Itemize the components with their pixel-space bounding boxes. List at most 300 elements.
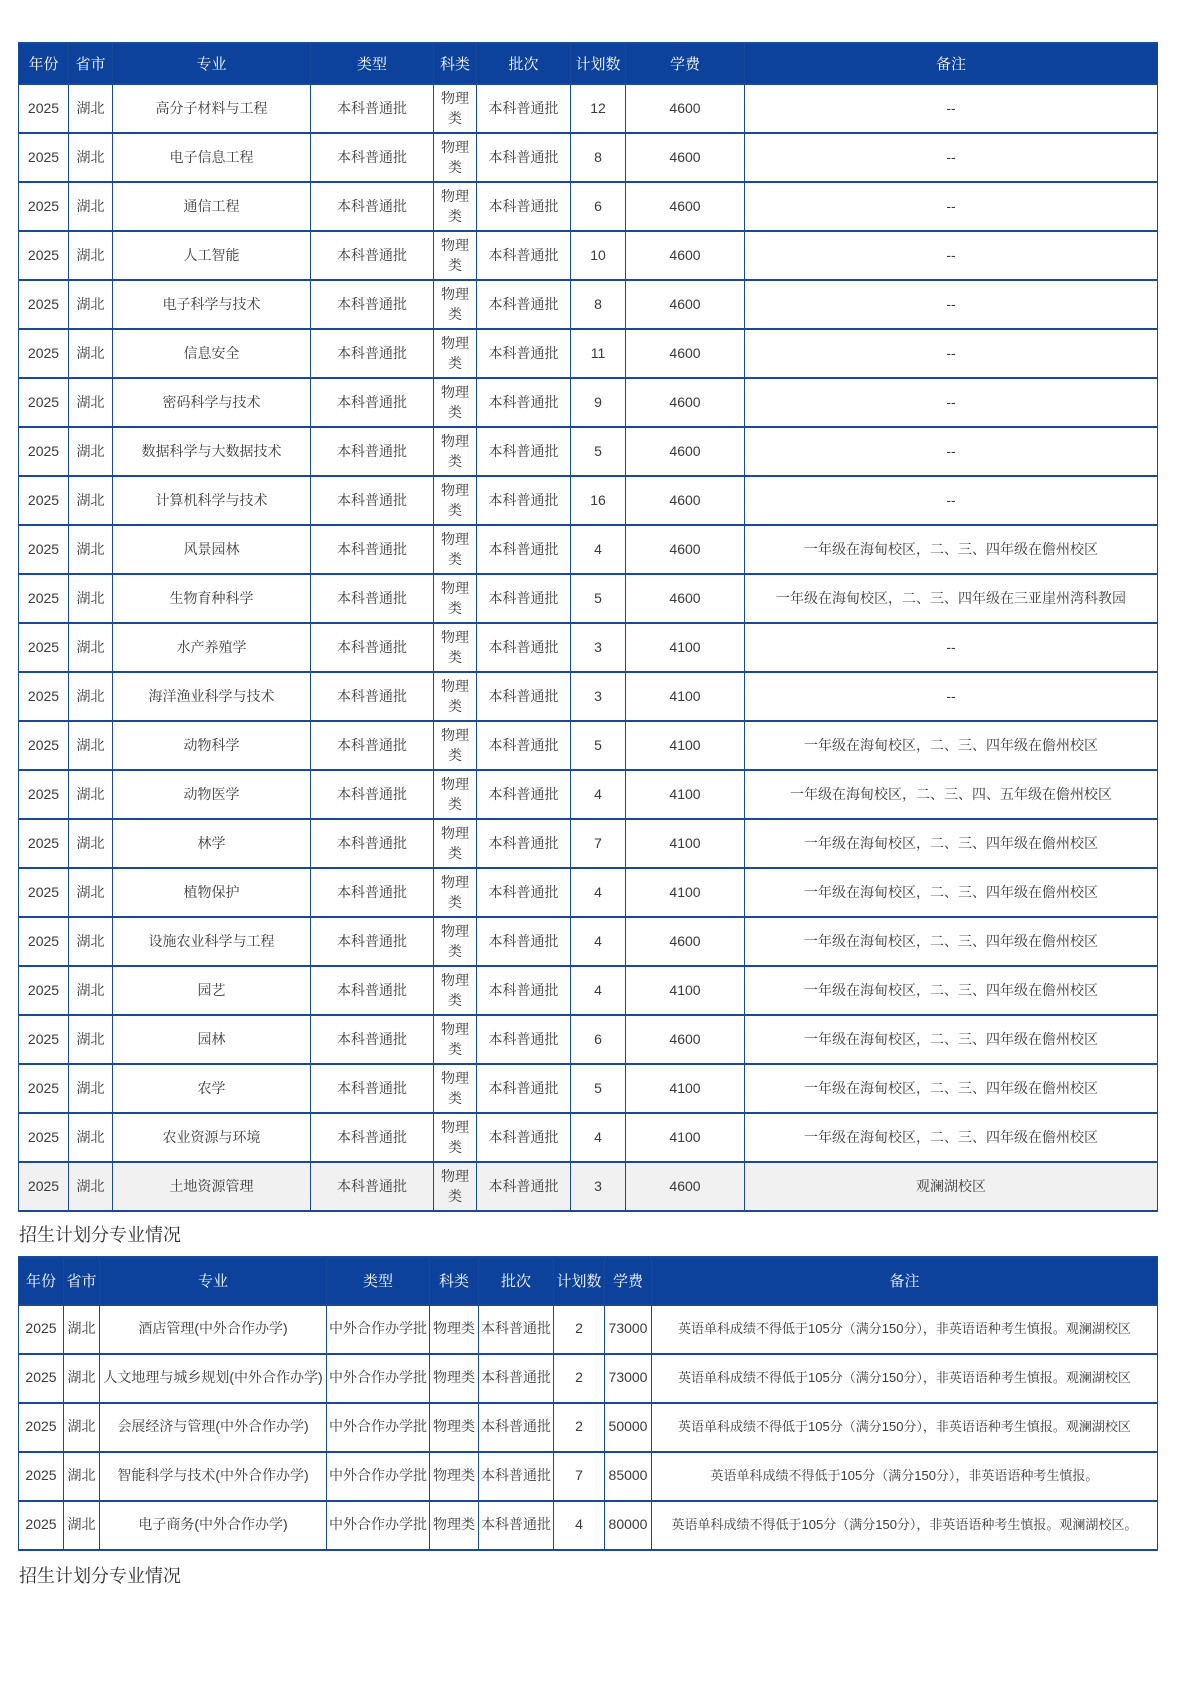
cell: 湖北 [69, 623, 113, 672]
cell: 2025 [19, 623, 69, 672]
cell: 电子科学与技术 [113, 280, 311, 329]
table-row [19, 917, 1158, 966]
cell: 本科普通批 [477, 574, 571, 623]
cell: 本科普通批 [477, 525, 571, 574]
cell: 50000 [605, 1403, 652, 1452]
cell: 一年级在海甸校区，二、三、四年级在儋州校区 [745, 1064, 1158, 1113]
table-row [19, 868, 1158, 917]
cell: 本科普通批 [311, 133, 434, 182]
table-row [19, 280, 1158, 329]
cell: 湖北 [69, 574, 113, 623]
cell: 8 [571, 280, 626, 329]
cell: 本科普通批 [477, 917, 571, 966]
cell: 物理类 [434, 1162, 477, 1211]
table-row [19, 966, 1158, 1015]
table-row [19, 623, 1158, 672]
cell: 湖北 [69, 868, 113, 917]
cell: 4600 [626, 84, 745, 133]
cell: 2025 [19, 672, 69, 721]
cell: 一年级在海甸校区，二、三、四年级在儋州校区 [745, 917, 1158, 966]
cell: 本科普通批 [311, 574, 434, 623]
table-row [19, 182, 1158, 231]
cell: 一年级在海甸校区，二、三、四年级在儋州校区 [745, 966, 1158, 1015]
cell: 2025 [19, 966, 69, 1015]
cell: 2025 [19, 280, 69, 329]
cell: -- [745, 231, 1158, 280]
cell: 73000 [605, 1354, 652, 1403]
cell: 6 [571, 1015, 626, 1064]
cell: 湖北 [69, 182, 113, 231]
cell: 酒店管理(中外合作办学) [100, 1305, 327, 1354]
cell: 4600 [626, 1162, 745, 1211]
cell: 4600 [626, 231, 745, 280]
cell: 16 [571, 476, 626, 525]
cell: 11 [571, 329, 626, 378]
cell: 4100 [626, 721, 745, 770]
cell: 本科普通批 [311, 84, 434, 133]
cell: 2025 [19, 1064, 69, 1113]
cell: 一年级在海甸校区，二、三、四年级在儋州校区 [745, 525, 1158, 574]
cell: 物理类 [434, 329, 477, 378]
cell: 英语单科成绩不得低于105分（满分150分），非英语语种考生慎报。 [652, 1452, 1158, 1501]
cell: 8 [571, 133, 626, 182]
cell: 湖北 [69, 476, 113, 525]
cell: 9 [571, 378, 626, 427]
cell: 4600 [626, 133, 745, 182]
cell: 湖北 [69, 231, 113, 280]
cell: 2025 [19, 1015, 69, 1064]
column-header: 批次 [477, 43, 571, 84]
cell: 2025 [19, 329, 69, 378]
cell: 设施农业科学与工程 [113, 917, 311, 966]
cell: 2025 [19, 427, 69, 476]
cell: 湖北 [69, 1113, 113, 1162]
cell: 本科普通批 [479, 1354, 554, 1403]
cell: 4 [571, 917, 626, 966]
cell: 4100 [626, 819, 745, 868]
cell: 2025 [19, 1162, 69, 1211]
cell: 本科普通批 [311, 721, 434, 770]
table-row [19, 84, 1158, 133]
admission-plan-table-regular [18, 42, 1158, 1212]
cell: 本科普通批 [311, 329, 434, 378]
cell: 农业资源与环境 [113, 1113, 311, 1162]
cell: 海洋渔业科学与技术 [113, 672, 311, 721]
cell: 本科普通批 [477, 1162, 571, 1211]
column-header: 专业 [113, 43, 311, 84]
cell: 2025 [19, 917, 69, 966]
cell: 5 [571, 574, 626, 623]
cell: 7 [571, 819, 626, 868]
cell: 4100 [626, 868, 745, 917]
column-header: 年份 [19, 43, 69, 84]
cell: 4 [571, 525, 626, 574]
cell: 2025 [19, 231, 69, 280]
table-row [19, 672, 1158, 721]
column-header: 计划数 [571, 43, 626, 84]
cell: 湖北 [69, 525, 113, 574]
cell: 5 [571, 721, 626, 770]
table-body [19, 84, 1158, 1211]
cell: 本科普通批 [311, 231, 434, 280]
cell: 园林 [113, 1015, 311, 1064]
header-row [19, 43, 1158, 84]
cell: 林学 [113, 819, 311, 868]
cell: 物理类 [434, 133, 477, 182]
cell: 本科普通批 [477, 770, 571, 819]
cell: 5 [571, 1064, 626, 1113]
cell: 本科普通批 [311, 1064, 434, 1113]
cell: 本科普通批 [479, 1501, 554, 1550]
cell: 本科普通批 [477, 182, 571, 231]
cell: 物理类 [434, 672, 477, 721]
cell: 物理类 [434, 623, 477, 672]
cell: 物理类 [434, 1113, 477, 1162]
cell: 湖北 [69, 819, 113, 868]
cell: 4 [571, 770, 626, 819]
cell: 湖北 [64, 1305, 100, 1354]
cell: 本科普通批 [311, 1162, 434, 1211]
column-header: 学费 [626, 43, 745, 84]
cell: 4600 [626, 1015, 745, 1064]
cell: 中外合作办学批 [327, 1403, 430, 1452]
table-row [19, 1305, 1158, 1354]
cell: 土地资源管理 [113, 1162, 311, 1211]
cell: 4600 [626, 378, 745, 427]
cell: 2025 [19, 770, 69, 819]
table-row [19, 329, 1158, 378]
column-header: 类型 [311, 43, 434, 84]
table-header [19, 43, 1158, 84]
cell: 本科普通批 [311, 280, 434, 329]
cell: 本科普通批 [311, 378, 434, 427]
cell: 本科普通批 [311, 182, 434, 231]
table-row [19, 721, 1158, 770]
column-header: 批次 [479, 1257, 554, 1305]
cell: 2025 [19, 476, 69, 525]
cell: 本科普通批 [477, 672, 571, 721]
cell: 湖北 [69, 1064, 113, 1113]
cell: -- [745, 476, 1158, 525]
cell: 4600 [626, 476, 745, 525]
table-row [19, 231, 1158, 280]
table-row [19, 1501, 1158, 1550]
cell: 物理类 [434, 476, 477, 525]
cell: 4100 [626, 1113, 745, 1162]
cell: 4 [571, 1113, 626, 1162]
cell: 一年级在海甸校区，二、三、四年级在儋州校区 [745, 1113, 1158, 1162]
cell: 本科普通批 [311, 819, 434, 868]
cell: 智能科学与技术(中外合作办学) [100, 1452, 327, 1501]
cell: 物理类 [430, 1403, 479, 1452]
cell: 2025 [19, 378, 69, 427]
section-caption-1: 招生计划分专业情况 [19, 1225, 181, 1245]
cell: 物理类 [434, 1015, 477, 1064]
cell: 湖北 [64, 1354, 100, 1403]
column-header: 计划数 [554, 1257, 605, 1305]
cell: 本科普通批 [477, 819, 571, 868]
table-row [19, 1064, 1158, 1113]
cell: 物理类 [434, 525, 477, 574]
cell: 中外合作办学批 [327, 1501, 430, 1550]
cell: 物理类 [434, 427, 477, 476]
table-row [19, 133, 1158, 182]
cell: 本科普通批 [477, 280, 571, 329]
cell: 本科普通批 [477, 623, 571, 672]
cell: 本科普通批 [477, 133, 571, 182]
cell: 本科普通批 [311, 917, 434, 966]
cell: -- [745, 623, 1158, 672]
cell: 物理类 [434, 819, 477, 868]
cell: 物理类 [434, 574, 477, 623]
cell: 2025 [19, 819, 69, 868]
cell: 动物科学 [113, 721, 311, 770]
cell: 本科普通批 [477, 868, 571, 917]
cell: 湖北 [69, 280, 113, 329]
cell: 一年级在海甸校区，二、三、四、五年级在儋州校区 [745, 770, 1158, 819]
cell: 4600 [626, 182, 745, 231]
cell: 一年级在海甸校区，二、三、四年级在儋州校区 [745, 721, 1158, 770]
cell: 湖北 [69, 770, 113, 819]
cell: 2025 [19, 1113, 69, 1162]
cell: 物理类 [430, 1501, 479, 1550]
cell: 物理类 [434, 280, 477, 329]
cell: -- [745, 133, 1158, 182]
cell: 本科普通批 [477, 427, 571, 476]
cell: 一年级在海甸校区，二、三、四年级在儋州校区 [745, 819, 1158, 868]
cell: 4600 [626, 525, 745, 574]
cell: 本科普通批 [477, 966, 571, 1015]
cell: 英语单科成绩不得低于105分（满分150分），非英语语种考生慎报。观澜湖校区 [652, 1305, 1158, 1354]
cell: 4100 [626, 770, 745, 819]
cell: 2025 [19, 182, 69, 231]
cell: 物理类 [434, 1064, 477, 1113]
cell: 电子信息工程 [113, 133, 311, 182]
cell: 4100 [626, 966, 745, 1015]
cell: 园艺 [113, 966, 311, 1015]
cell: 本科普通批 [477, 1015, 571, 1064]
cell: 2025 [19, 1305, 64, 1354]
cell: 物理类 [434, 966, 477, 1015]
cell: 湖北 [69, 1015, 113, 1064]
cell: 3 [571, 623, 626, 672]
cell: 2025 [19, 1403, 64, 1452]
cell: 中外合作办学批 [327, 1452, 430, 1501]
cell: 湖北 [69, 427, 113, 476]
header-row [19, 1257, 1158, 1305]
table-row [19, 574, 1158, 623]
cell: 本科普通批 [311, 868, 434, 917]
cell: 湖北 [69, 378, 113, 427]
cell: 2025 [19, 84, 69, 133]
cell: 2025 [19, 1354, 64, 1403]
cell: -- [745, 378, 1158, 427]
table-row [19, 819, 1158, 868]
cell: 7 [554, 1452, 605, 1501]
table-row [19, 378, 1158, 427]
cell: 会展经济与管理(中外合作办学) [100, 1403, 327, 1452]
cell: 物理类 [434, 770, 477, 819]
cell: 4600 [626, 427, 745, 476]
cell: 4100 [626, 1064, 745, 1113]
cell: 本科普通批 [479, 1305, 554, 1354]
cell: -- [745, 84, 1158, 133]
cell: 本科普通批 [477, 378, 571, 427]
cell: 植物保护 [113, 868, 311, 917]
cell: 一年级在海甸校区，二、三、四年级在儋州校区 [745, 868, 1158, 917]
cell: 湖北 [64, 1452, 100, 1501]
cell: 本科普通批 [477, 231, 571, 280]
column-header: 科类 [434, 43, 477, 84]
column-header: 类型 [327, 1257, 430, 1305]
column-header: 备注 [652, 1257, 1158, 1305]
cell: 2025 [19, 1501, 64, 1550]
section-caption-2: 招生计划分专业情况 [19, 1565, 181, 1586]
cell: 85000 [605, 1452, 652, 1501]
table-row [19, 1354, 1158, 1403]
cell: 4 [554, 1501, 605, 1550]
cell: 数据科学与大数据技术 [113, 427, 311, 476]
cell: 5 [571, 427, 626, 476]
cell: 2 [554, 1305, 605, 1354]
cell: 本科普通批 [477, 721, 571, 770]
cell: 2025 [19, 1452, 64, 1501]
cell: 本科普通批 [477, 1113, 571, 1162]
cell: 物理类 [434, 84, 477, 133]
cell: 湖北 [64, 1501, 100, 1550]
cell: 湖北 [69, 133, 113, 182]
table-row [19, 1403, 1158, 1452]
cell: 密码科学与技术 [113, 378, 311, 427]
cell: 英语单科成绩不得低于105分（满分150分），非英语语种考生慎报。观澜湖校区 [652, 1403, 1158, 1452]
cell: 本科普通批 [477, 329, 571, 378]
table-row [19, 1452, 1158, 1501]
cell: 中外合作办学批 [327, 1305, 430, 1354]
cell: 湖北 [69, 84, 113, 133]
cell: -- [745, 672, 1158, 721]
cell: 湖北 [69, 721, 113, 770]
cell: 本科普通批 [477, 1064, 571, 1113]
cell: 3 [571, 1162, 626, 1211]
cell: 英语单科成绩不得低于105分（满分150分），非英语语种考生慎报。观澜湖校区 [652, 1354, 1158, 1403]
table-row [19, 770, 1158, 819]
cell: 风景园林 [113, 525, 311, 574]
table-body [19, 1305, 1158, 1550]
cell: 4600 [626, 280, 745, 329]
cell: 2 [554, 1403, 605, 1452]
table-row [19, 476, 1158, 525]
cell: 湖北 [69, 329, 113, 378]
cell: 本科普通批 [311, 525, 434, 574]
cell: 4100 [626, 672, 745, 721]
cell: 高分子材料与工程 [113, 84, 311, 133]
cell: 人工智能 [113, 231, 311, 280]
cell: 本科普通批 [311, 770, 434, 819]
cell: 3 [571, 672, 626, 721]
cell: 本科普通批 [311, 966, 434, 1015]
cell: -- [745, 427, 1158, 476]
table-row [19, 525, 1158, 574]
cell: 物理类 [434, 378, 477, 427]
cell: 4 [571, 868, 626, 917]
cell: 信息安全 [113, 329, 311, 378]
cell: -- [745, 182, 1158, 231]
cell: 物理类 [430, 1354, 479, 1403]
cell: 本科普通批 [311, 1113, 434, 1162]
cell: 计算机科学与技术 [113, 476, 311, 525]
table-row [19, 1015, 1158, 1064]
table-header [19, 1257, 1158, 1305]
cell: 物理类 [430, 1452, 479, 1501]
cell: -- [745, 329, 1158, 378]
cell: 4600 [626, 574, 745, 623]
cell: 2025 [19, 868, 69, 917]
cell: 湖北 [69, 1162, 113, 1211]
cell: 2025 [19, 525, 69, 574]
cell: 物理类 [434, 868, 477, 917]
cell: 电子商务(中外合作办学) [100, 1501, 327, 1550]
cell: 12 [571, 84, 626, 133]
cell: 本科普通批 [311, 623, 434, 672]
cell: 本科普通批 [311, 427, 434, 476]
cell: 73000 [605, 1305, 652, 1354]
cell: 物理类 [430, 1305, 479, 1354]
cell: 10 [571, 231, 626, 280]
cell: 本科普通批 [311, 672, 434, 721]
cell: 本科普通批 [311, 1015, 434, 1064]
cell: 水产养殖学 [113, 623, 311, 672]
cell: 80000 [605, 1501, 652, 1550]
cell: 通信工程 [113, 182, 311, 231]
cell: 4100 [626, 623, 745, 672]
cell: 湖北 [69, 966, 113, 1015]
column-header: 省市 [64, 1257, 100, 1305]
cell: 生物育种科学 [113, 574, 311, 623]
cell: 观澜湖校区 [745, 1162, 1158, 1211]
cell: 4600 [626, 917, 745, 966]
admission-plan-table-sino-foreign [18, 1256, 1158, 1551]
cell: 中外合作办学批 [327, 1354, 430, 1403]
column-header: 学费 [605, 1257, 652, 1305]
column-header: 科类 [430, 1257, 479, 1305]
cell: 物理类 [434, 721, 477, 770]
cell: 一年级在海甸校区，二、三、四年级在三亚崖州湾科教园 [745, 574, 1158, 623]
cell: 湖北 [64, 1403, 100, 1452]
cell: 湖北 [69, 672, 113, 721]
cell: -- [745, 280, 1158, 329]
cell: 人文地理与城乡规划(中外合作办学) [100, 1354, 327, 1403]
cell: 2 [554, 1354, 605, 1403]
table-row [19, 1113, 1158, 1162]
cell: 物理类 [434, 182, 477, 231]
table-row [19, 427, 1158, 476]
cell: 一年级在海甸校区，二、三、四年级在儋州校区 [745, 1015, 1158, 1064]
column-header: 备注 [745, 43, 1158, 84]
cell: 农学 [113, 1064, 311, 1113]
cell: 物理类 [434, 917, 477, 966]
table-row [19, 1162, 1158, 1211]
cell: 英语单科成绩不得低于105分（满分150分），非英语语种考生慎报。观澜湖校区。 [652, 1501, 1158, 1550]
cell: 6 [571, 182, 626, 231]
cell: 本科普通批 [477, 84, 571, 133]
cell: 湖北 [69, 917, 113, 966]
cell: 本科普通批 [479, 1403, 554, 1452]
cell: 物理类 [434, 231, 477, 280]
cell: 2025 [19, 133, 69, 182]
column-header: 省市 [69, 43, 113, 84]
cell: 本科普通批 [477, 476, 571, 525]
cell: 4600 [626, 329, 745, 378]
